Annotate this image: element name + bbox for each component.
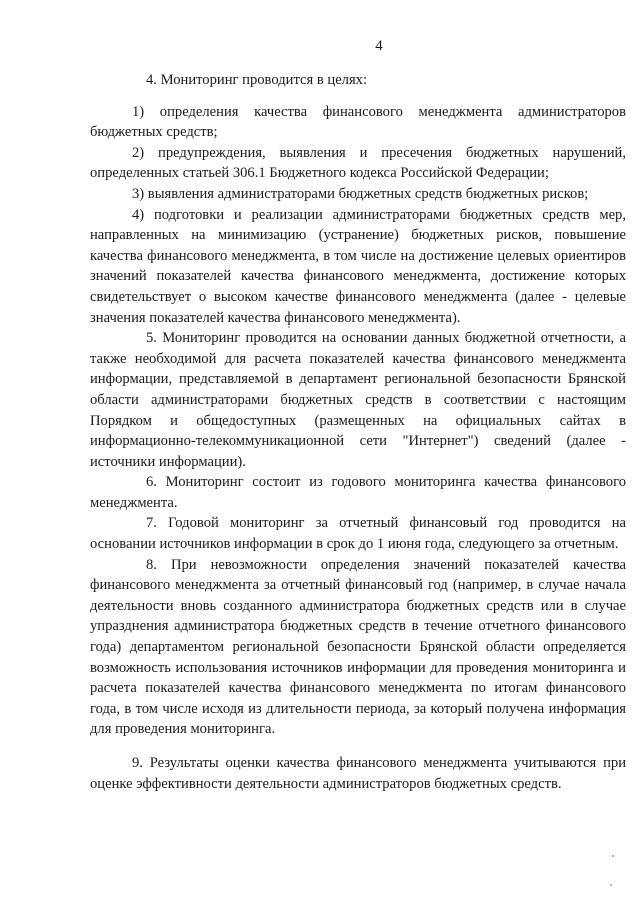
paragraph-4-4: 4) подготовки и реализации администраторами бюджетных средств мер, направленных на минимизацию (устранение) бюджетных рисков, повышение качества финансового менеджмента, в том числе на достижение целевых ориентиров значений показателей качества финансового менеджмента, достижение которых свидетельствует о высоком качестве финансового менеджмента (далее - целевые значения показателей качества финансового менеджмента). (90, 206, 626, 326)
paragraph-4-1: 1) определения качества финансового менеджмента администраторов бюджетных средств; (90, 103, 626, 141)
scan-speck (288, 326, 290, 328)
paragraph-4-3: 3) выявления администраторами бюджетных средств бюджетных рисков; (132, 185, 589, 202)
document-body (90, 70, 626, 794)
paragraph-7: 7. Годовой мониторинг за отчетный финансовый год проводится на основании источников информации в срок до 1 июня года, следующего за отчетным. (90, 515, 626, 553)
paragraph-4-heading: 4. Мониторинг проводится в целях: (146, 72, 368, 88)
page-number: 4 (375, 38, 383, 54)
paragraph-4-2: 2) предупреждения, выявления и пресечения бюджетных нарушений, определенных статьей 306.1 Бюджетного кодекса Российской Федерации; (90, 144, 626, 182)
scan-speck (610, 884, 612, 886)
paragraph-5: 5. Мониторинг проводится на основании данных бюджетной отчетности, а также необходимой для расчета показателей качества финансового менеджмента информации, представляемой в департамент региональной безопасности Брянской области администраторами бюджетных средств в соответствии с настоящим Порядком и общедоступных (размещенных на официальных сайтах в информационно-телекоммуникационной сети "Интернет") сведений (далее - источники информации). (90, 330, 626, 470)
paragraph-6: 6. Мониторинг состоит из годового мониторинга качества финансового менеджмента. (90, 474, 626, 511)
paragraph-9: 9. Результаты оценки качества финансового менеджмента учитываются при оценке эффективности деятельности администраторов бюджетных средств. (90, 755, 626, 792)
scan-speck (612, 855, 614, 857)
paragraph-8: 8. При невозможности определения значений показателей качества финансового менеджмента за отчетный финансовый год (например, в случае начала деятельности вновь созданного администратора бюджетных средств или в случае упразднения администратора бюджетных средств в течение отчетного финансового года) департаментом региональной безопасности Брянской области определяется возможность использования источников информации для проведения мониторинга и расчета показателей качества финансового менеджмента по итогам финансового года, в том числе исходя из длительности периода, за который получена информация для проведения мониторинга. (90, 556, 626, 738)
